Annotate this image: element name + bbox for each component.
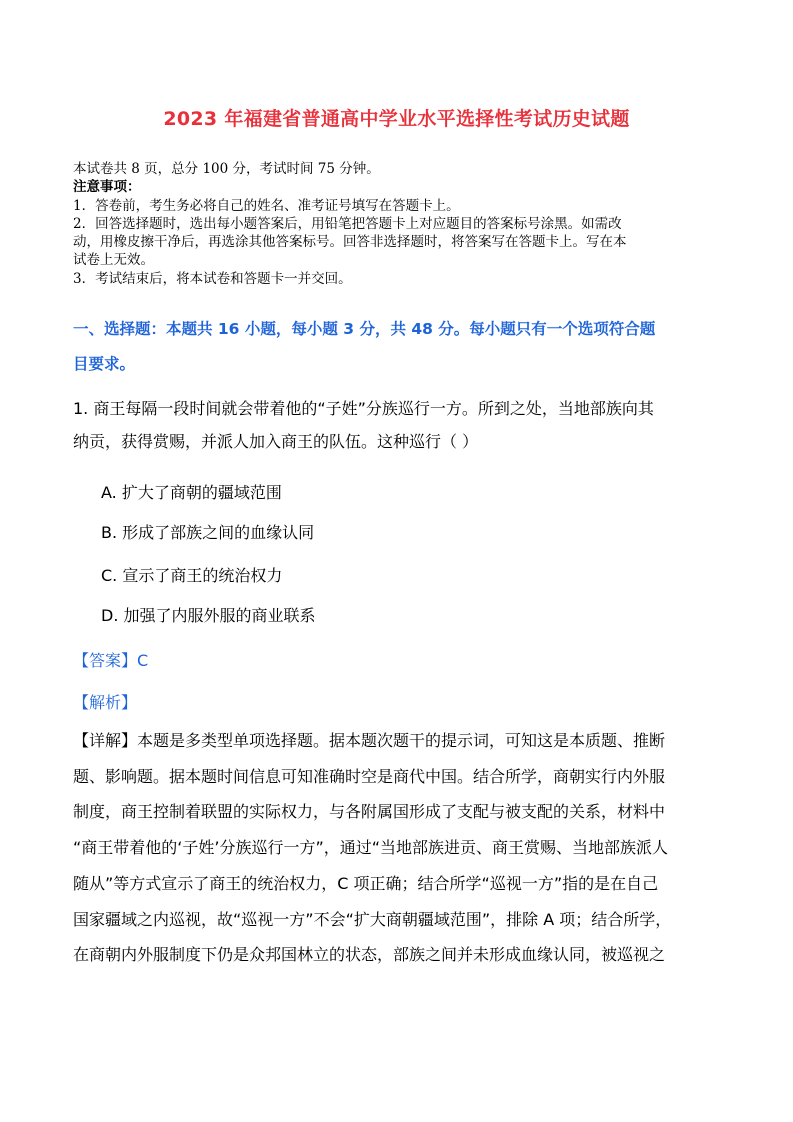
analysis-body — [73, 723, 733, 973]
notice-item-2-line-3: 试卷上无效。 — [73, 252, 154, 269]
analysis-line: 题、影响题。据本题时间信息可知准确时空是商代中国。结合所学，商朝实行内外服 — [73, 766, 666, 786]
analysis-label: 【解析】 — [73, 693, 138, 712]
section-heading-line-2: 目要求。 — [73, 355, 136, 373]
question-stem-line-2: 纳贡，获得赏赐，并派人加入商王的队伍。这种巡行（ ） — [73, 432, 479, 451]
answer-label: 【答案】C — [73, 651, 149, 670]
analysis-line: 制度，商王控制着联盟的实际权力，与各附属国形成了支配与被支配的关系，材料中 — [73, 802, 666, 822]
option-d: D. 加强了内服外服的商业联系 — [101, 606, 316, 625]
option-c: C. 宣示了商王的统治权力 — [101, 566, 283, 585]
analysis-line: 【详解】本题是多类型单项选择题。据本题次题干的提示词，可知这是本质题、推断 — [73, 731, 666, 750]
notice-title: 注意事项： — [73, 179, 141, 196]
analysis-line: “商王带着他的‘子姓’分族巡行一方”，通过“当地部族进贡、商王赏赐、当地部族派人 — [73, 838, 669, 858]
exam-info-line: 本试卷共 8 页，总分 100 分，考试时间 75 分钟。 — [73, 161, 380, 177]
analysis-line: 在商朝内外服制度下仍是众邦国林立的状态，部族之间并未形成血缘认同，被巡视之 — [73, 945, 666, 965]
option-b: B. 形成了部族之间的血缘认同 — [101, 523, 315, 542]
section-heading — [73, 312, 733, 382]
page-title: 2023 年福建省普通高中学业水平选择性考试历史试题 — [163, 108, 630, 130]
section-heading-line-1: 一、选择题：本题共 16 小题，每小题 3 分，共 48 分。每小题只有一个选项符合题 — [73, 320, 656, 338]
exam-info — [73, 160, 733, 288]
notice-item-3: 3．考试结束后，将本试卷和答题卡一并交回。 — [73, 270, 352, 287]
analysis-line: 国家疆域之内巡视，故“巡视一方”不会“扩大商朝疆域范围”，排除 A 项；结合所学， — [73, 909, 672, 929]
analysis-line: 随从”等方式宣示了商王的统治权力，C 项正确；结合所学“巡视一方”指的是在自己 — [73, 873, 659, 893]
notice-item-2-line-1: 2．回答选择题时，选出每小题答案后，用铅笔把答题卡上对应题目的答案标号涂黑。如需改 — [73, 215, 622, 232]
notice-item-2-line-2: 动，用橡皮擦干净后，再选涂其他答案标号。回答非选择题时，将答案写在答题卡上。写在本 — [73, 234, 627, 251]
option-a: A. 扩大了商朝的疆域范围 — [101, 483, 282, 502]
notice-item-1: 1．答卷前，考生务必将自己的姓名、准考证号填写在答题卡上。 — [73, 197, 460, 214]
question-stem-line-1: 1. 商王每隔一段时间就会带着他的“子姓”分族巡行一方。所到之处，当地部族向其 — [73, 399, 654, 418]
question-1-stem — [73, 392, 733, 458]
